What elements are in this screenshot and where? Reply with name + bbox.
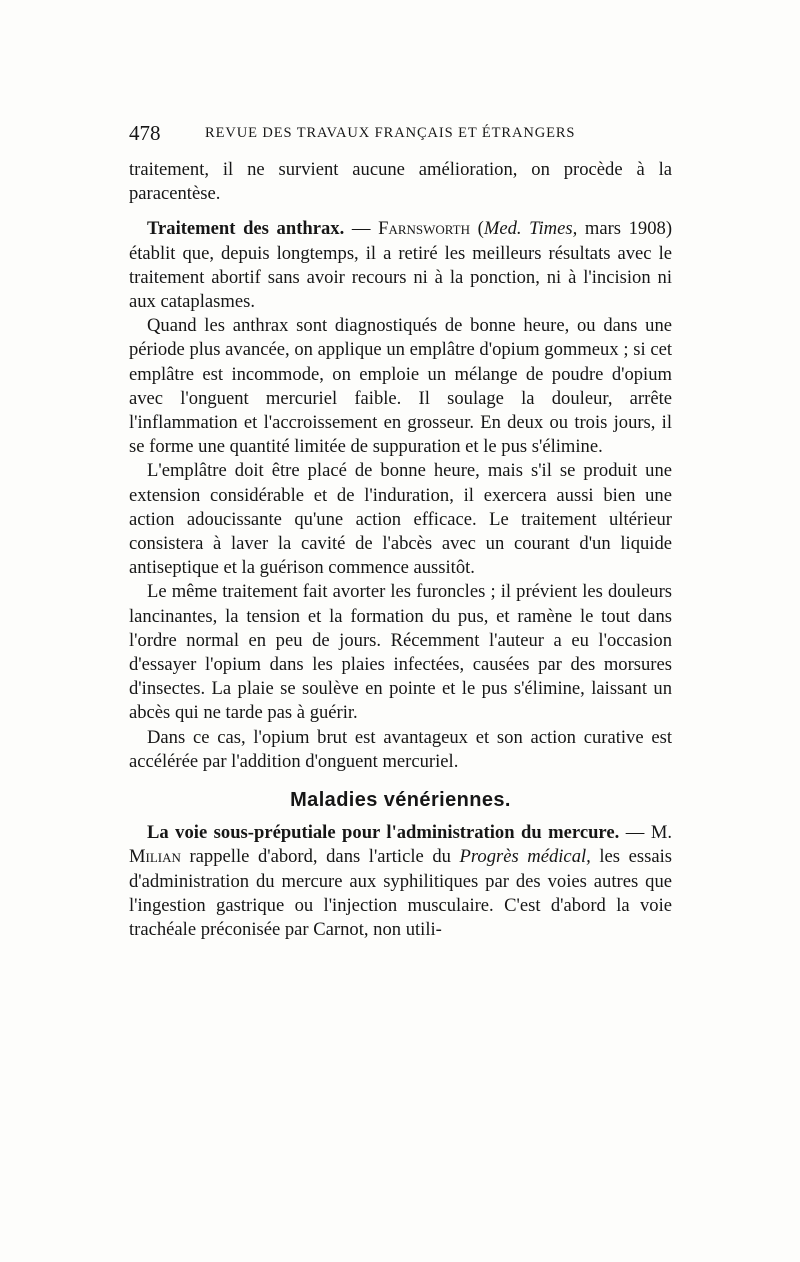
page-number: 478 xyxy=(129,121,161,145)
source-progres-medical: Progrès médical, xyxy=(459,846,591,868)
article-heading-mercure: La voie sous-préputiale pour l'administration du mercure. xyxy=(147,822,620,844)
running-title: REVUE DES TRAVAUX FRANÇAIS ET ÉTRANGERS xyxy=(205,125,576,141)
paragraph-continuation: traitement, il ne survient aucune amélioration, on procède à la paracentèse. xyxy=(129,159,672,205)
paragraph-opium-brut: Dans ce cas, l'opium brut est avantageux et son action curative est accélérée par l'addition d'onguent mercuriel. xyxy=(129,726,672,772)
running-header xyxy=(129,121,672,149)
paragraph-diagnosis: Quand les anthrax sont diagnostiqués de bonne heure, ou dans une période plus avancée, on applique un emplâtre d'opium gommeux ; si cet emplâtre est incommode, on emploie un mélange de poudre d'opium avec l'onguent mercuriel faible. Il soulage la douleur, arrête l'inflammation et l'accroissement en grosseur. En deux ou trois jours, il se forme une quantité limitée de suppuration et le pus s'élimine. xyxy=(129,315,672,458)
article-heading-anthrax: Traitement des anthrax. xyxy=(147,218,345,240)
author-milian: Milian xyxy=(129,846,181,868)
section-title: Maladies vénériennes. xyxy=(290,789,511,812)
paragraph-furoncles: Le même traitement fait avorter les furoncles ; il prévient les douleurs lancinantes, la tension et la formation du pus, et ramène le tout dans l'ordre normal en peu de jours. Récemment l'auteur a eu l'occasion d'essayer l'opium dans les plaies infectées, causées par des morsures d'insectes. La plaie se soulève en pointe et le pus s'élimine, laissant un abcès qui ne tarde pas à guérir. xyxy=(129,581,672,724)
paragraph-emplatre: L'emplâtre doit être placé de bonne heure, mais s'il se produit une extension considérable et de l'induration, il exercera aussi bien une action adoucissante qu'une action efficace. Le traitement ultérieur consistera à laver la cavité de l'abcès avec un courant d'un liquide antiseptique et la guérison commence aussitôt. xyxy=(129,460,672,579)
author-farnsworth: Farnsworth xyxy=(378,218,471,240)
paragraph-voie-sous-preputiale: La voie sous-préputiale pour l'administration du mercure. — M. Milian rappelle d'abord, dans l'article du Progrès médical, les essais d'administration du mercure aux syphilitiques par des voies autres que l'ingestion gastrique ou l'injection musculaire. C'est d'abord la voie trachéale préconisée par Carnot, non utili- xyxy=(129,822,672,941)
source-med-times: Med. Times, xyxy=(483,218,578,240)
paragraph-anthrax-intro: Traitement des anthrax. — Farnsworth (Med. Times, mars 1908) établit que, depuis longtemps, il a retiré les meilleurs résultats avec le traitement abortif sans avoir recours ni à la ponction, ni à l'incision ni aux cataplasmes. xyxy=(129,218,673,313)
body-text xyxy=(129,158,672,942)
